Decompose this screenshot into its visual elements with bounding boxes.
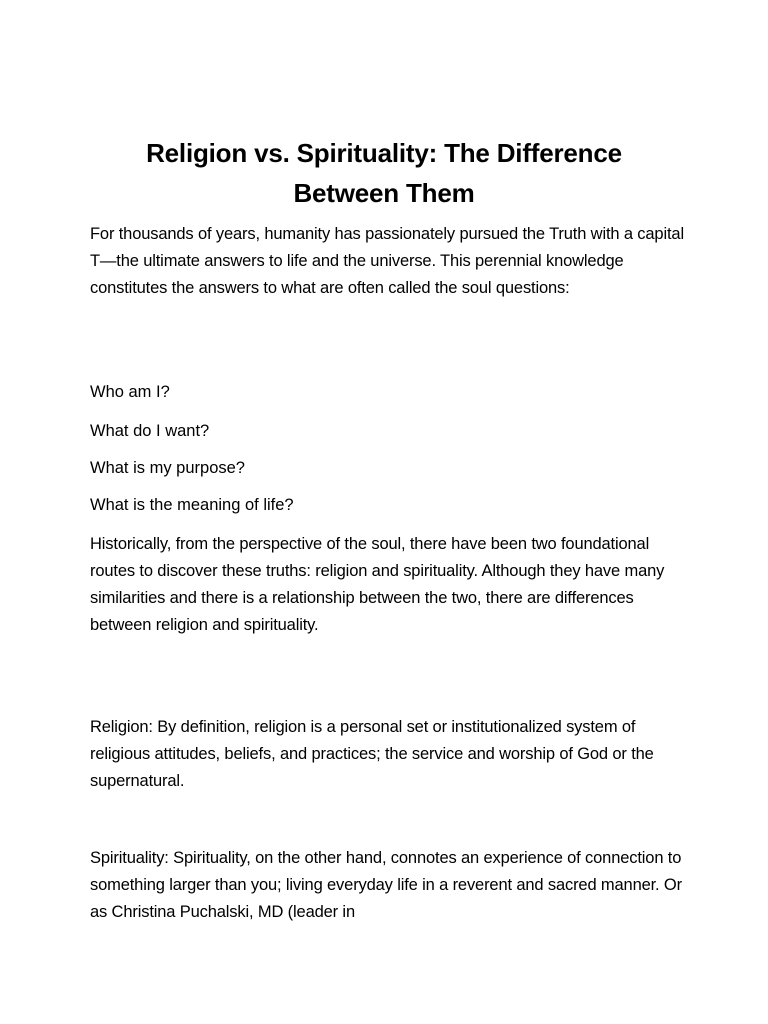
question-purpose: What is my purpose? <box>90 459 245 477</box>
question-what-do-i-want: What do I want? <box>90 422 210 440</box>
intro-paragraph: For thousands of years, humanity has passionately pursued the Truth with a capital T—the ultimate answers to life and the universe. This perennial knowledge constitutes the answers to what are often called the soul questions: <box>90 225 684 297</box>
question-who-am-i: Who am I? <box>90 383 170 401</box>
spirituality-paragraph: Spirituality: Spirituality, on the other hand, connotes an experience of connection to something larger than you; living everyday life in a reverent and sacred manner. Or as Christina Puchalski, MD (leader in <box>90 849 682 921</box>
religion-paragraph: Religion: By definition, religion is a personal set or institutionalized system of religious attitudes, beliefs, and practices; the service and worship of God or the supernatural. <box>90 718 654 790</box>
question-meaning-of-life: What is the meaning of life? <box>90 496 294 514</box>
document-title: Religion vs. Spirituality: The Difference Between Them <box>146 138 622 208</box>
history-paragraph: Historically, from the perspective of the soul, there have been two foundational routes to discover these truths: religion and spirituality. Although they have many similarities and there is a relationship between the two, there are differences between religion and spirituality. <box>90 535 665 634</box>
